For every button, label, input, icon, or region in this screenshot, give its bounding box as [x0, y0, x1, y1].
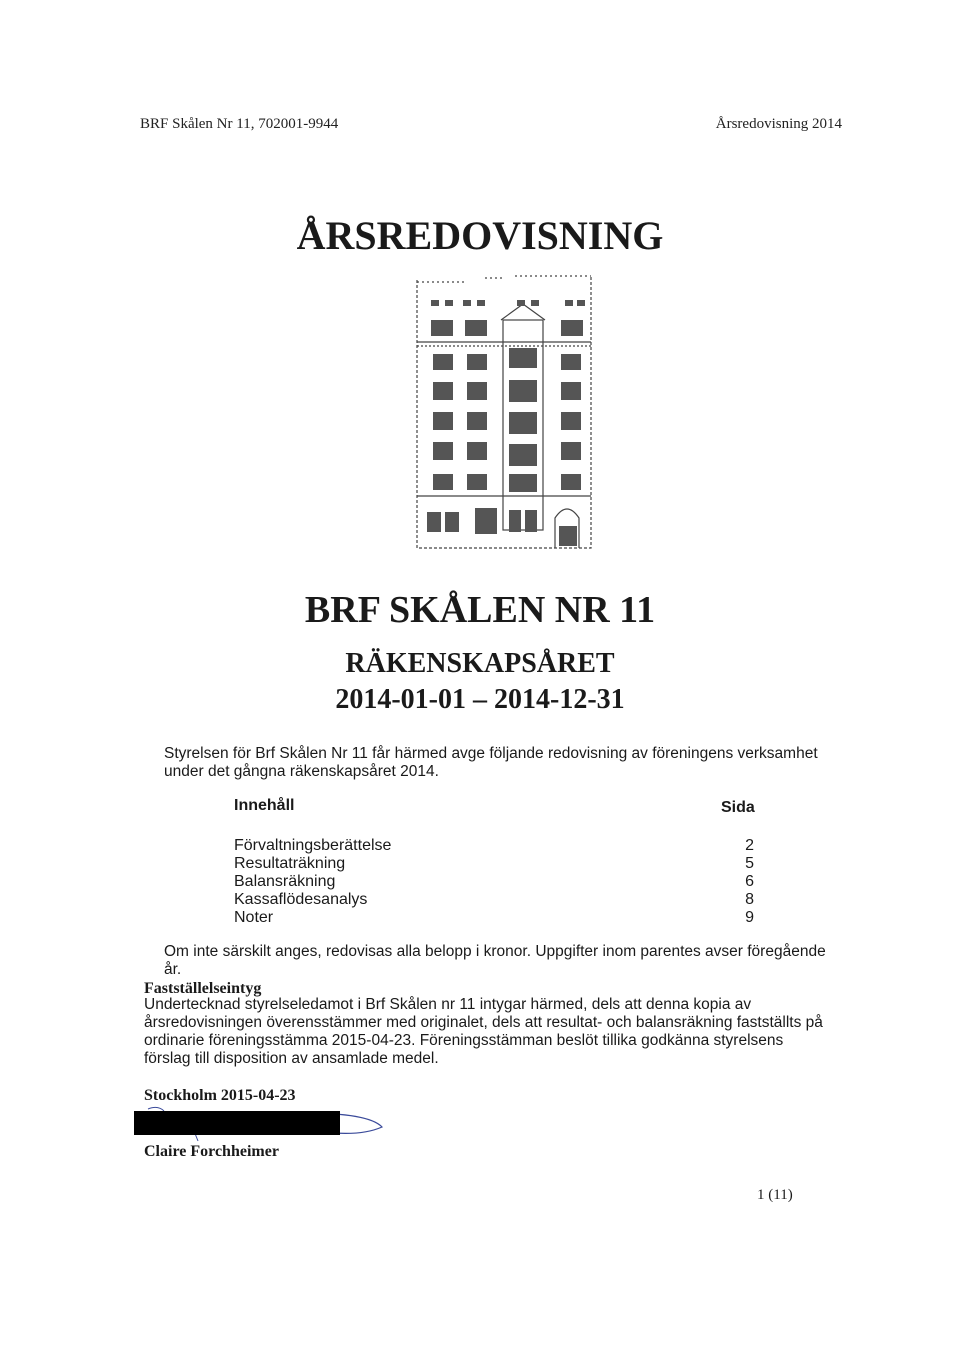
toc-item-page: 2 [745, 837, 754, 854]
toc-item-label: Balansräkning [234, 873, 336, 890]
intro-paragraph: Styrelsen för Brf Skålen Nr 11 får härmed avge följande redovisning av föreningens verksamhet under det gångna räkenskapsåret 2014. [164, 745, 818, 780]
fiscal-year-label: RÄKENSKAPSÅRET [345, 648, 615, 679]
association-name: BRF SKÅLEN NR 11 [304, 589, 656, 631]
header-left: BRF Skålen Nr 11, 702001-9944 [140, 116, 339, 132]
toc-item [234, 891, 754, 910]
toc-item [234, 855, 754, 874]
header-right: Årsredovisning 2014 [715, 116, 842, 132]
toc-item-page: 8 [745, 891, 754, 908]
toc-item-page: 6 [745, 873, 754, 890]
toc-item-page: 9 [745, 909, 754, 926]
toc-item-label: Resultaträkning [234, 855, 346, 872]
signature-redaction [134, 1105, 394, 1145]
building-facade-drawing [405, 268, 597, 554]
fiscal-period: 2014-01-01 – 2014-12-31 [335, 684, 625, 715]
signatory-name: Claire Forchheimer [144, 1143, 279, 1160]
toc-item [234, 837, 754, 856]
toc-heading: Innehåll [234, 797, 295, 814]
certificate-heading: Fastställelseintyg [144, 980, 262, 997]
toc-page-heading: Sida [721, 799, 755, 816]
toc-item [234, 873, 754, 892]
signature-place-date: Stockholm 2015-04-23 [144, 1087, 296, 1104]
toc-item [234, 909, 754, 928]
page-number: 1 (11) [757, 1187, 793, 1203]
toc-item-label: Kassaflödesanalys [234, 891, 368, 908]
toc-item-page: 5 [745, 855, 754, 872]
page-title: ÅRSREDOVISNING [296, 213, 664, 258]
toc-item-label: Förvaltningsberättelse [234, 837, 392, 854]
toc-item-label: Noter [234, 909, 274, 926]
currency-note: Om inte särskilt anges, redovisas alla belopp i kronor. Uppgifter inom parentes avser föregående år. [164, 943, 826, 978]
certificate-text: Undertecknad styrelseledamot i Brf Skålen nr 11 intygar härmed, dels att denna kopia av årsredovisningen överensstämmer med originalet, dels att resultat- och balansräkning fastställts på ordinarie föreningsstämma 2015-04-23. Föreningsstämman beslöt tillika godkänna styrelsens förslag till disposition av ansamlade medel. [144, 996, 823, 1067]
